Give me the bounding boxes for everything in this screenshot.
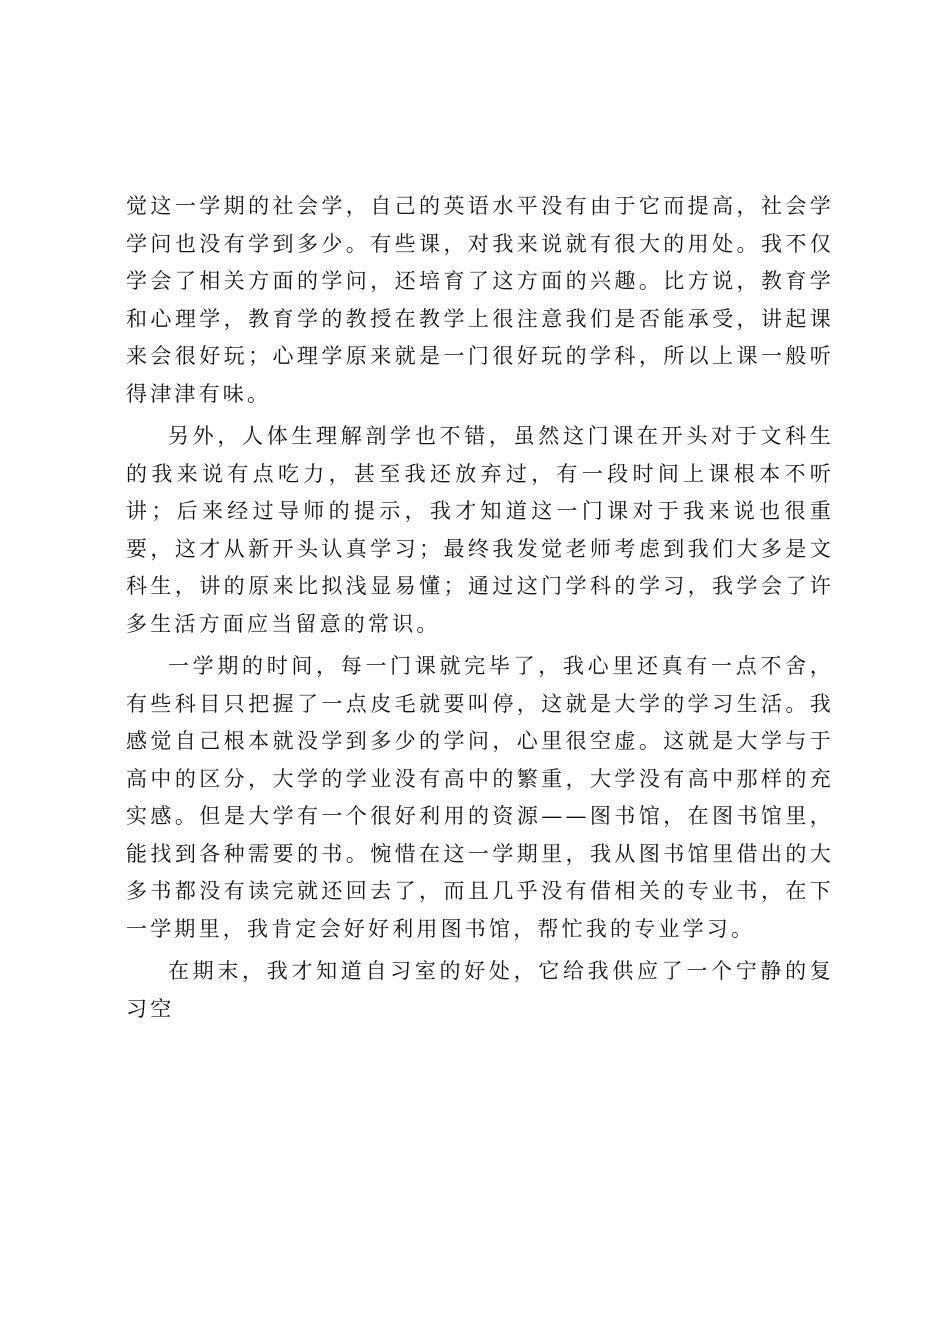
document-body xyxy=(126,188,834,1028)
paragraph-study-room: 在期末，我才知道自习室的好处，它给我供应了一个宁静的复习空 xyxy=(126,959,834,1021)
paragraph-library: 一学期的时间，每一门课就完毕了，我心里还真有一点不舍，有些科目只把握了一点皮毛就要叫停，这就是大学的学习生活。我感觉自己根本就没学到多少的学问，心里很空虚。这就是大学与于高中的区分，大学的学业没有高中的繁重，大学没有高中那样的充实感。但是大学有一个很好利用的资源——图书馆，在图书馆里，能找到各种需要的书。惋惜在这一学期里，我从图书馆里借出的大多书都没有读完就还回去了，而且几乎没有借相关的专业书，在下一学期里，我肯定会好好利用图书馆，帮忙我的专业学习。 xyxy=(126,654,834,941)
paragraph-anatomy: 另外，人体生理解剖学也不错，虽然这门课在开头对于文科生的我来说有点吃力，甚至我还放弃过，有一段时间上课根本不听讲；后来经过导师的提示，我才知道这一门课对于我来说也很重要，这才从新开头认真学习；最终我发觉老师考虑到我们大多是文科生，讲的原来比拟浅显易懂；通过这门学科的学习，我学会了许多生活方面应当留意的常识。 xyxy=(126,424,834,636)
paragraph-social-studies: 觉这一学期的社会学，自己的英语水平没有由于它而提高，社会学学问也没有学到多少。有些课，对我来说就有很大的用处。我不仅学会了相关方面的学问，还培育了这方面的兴趣。比方说，教育学和心理学，教育学的教授在教学上很注意我们是否能承受，讲起课来会很好玩；心理学原来就是一门很好玩的学科，所以上课一般听得津津有味。 xyxy=(126,194,834,406)
